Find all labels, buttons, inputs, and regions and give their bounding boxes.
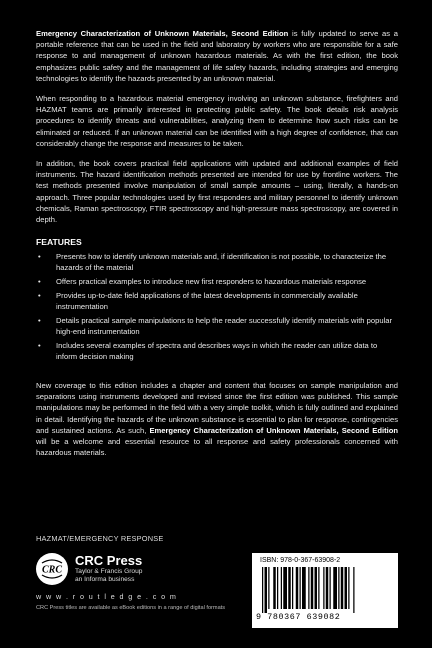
- bullet-icon: •: [38, 315, 41, 325]
- description-paragraph-2: When responding to a hazardous material emergency involving an unknown substance, firefighters and HAZMAT teams are primarily interested in protecting public safety. The book details risk analysis procedures to identify threats and vulnerabilities, analyzing them to determine how such risks can be eliminated or reduced. If an unknown material can be identified with a high degree of confidence, that can considerably change the response and measures to be taken.: [36, 94, 398, 148]
- publisher-url: w w w . r o u t l e d g e . c o m: [36, 592, 178, 601]
- bullet-icon: •: [38, 290, 41, 300]
- barcode-digits: 9 780367 639082: [256, 612, 341, 622]
- bullet-icon: •: [38, 340, 41, 350]
- barcode-icon: [260, 567, 390, 613]
- barcode-bar: [288, 567, 291, 609]
- barcode-bar: [262, 567, 263, 613]
- description-paragraph-1: Emergency Characterization of Unknown Materials, Second Edition is fully updated to serve as a portable reference that can be used in the field and laboratory by workers who are responsible for a safe response to and management of unknown hazardous materials. As with the first edition, the book emphasizes public safety and the management of life safety hazards, including strategies and emerging technologies to identify the hazards presented by an unknown material.: [36, 29, 398, 83]
- description-paragraph-3: In addition, the book covers practical field applications with updated and additional examples of field instruments. The hazard identification methods presented are intended for use by frontline workers. The test methods presented involve manipulation of small sample amounts – using, literally, a hands-on approach. Three popular technologies used by first responders and military personnel to identify unknown chemicals, Raman spectroscopy, FTIR spectroscopy and high-pressure mass spectroscopy, are covered in depth.: [36, 159, 398, 225]
- subject-category: HAZMAT/EMERGENCY RESPONSE: [36, 534, 164, 543]
- barcode-bar: [273, 567, 276, 609]
- feature-item: • Provides up-to-date field applications of the latest developments in commercially available instrumentation: [38, 290, 358, 312]
- barcode-bar: [330, 567, 331, 609]
- barcode-bar: [318, 567, 319, 609]
- book-title-bold: Emergency Characterization of Unknown Materials, Second Edition: [36, 29, 289, 38]
- features-heading: FEATURES: [36, 237, 82, 248]
- publisher-logo: [36, 553, 142, 585]
- barcode-bar: [292, 567, 293, 609]
- barcode-bar: [277, 567, 278, 609]
- isbn-barcode-box: [252, 553, 398, 628]
- bullet-icon: •: [38, 277, 41, 287]
- barcode-bar: [302, 567, 306, 609]
- back-cover-text: [36, 28, 398, 468]
- barcode-bar: [265, 567, 268, 613]
- publisher-group: Taylor & Francis Group: [75, 568, 143, 575]
- crc-logo-icon: [36, 553, 68, 585]
- crc-logo-text: CRC: [41, 564, 63, 576]
- barcode-bar: [353, 567, 354, 613]
- features-list: [36, 251, 398, 362]
- barcode-bar: [281, 567, 282, 609]
- barcode-bar: [296, 567, 299, 609]
- feature-item: • Offers practical examples to introduce new first responders to hazardous materials response: [38, 277, 367, 287]
- barcode-bar: [311, 567, 314, 609]
- barcode-bar: [323, 567, 324, 609]
- isbn-label: ISBN: 978-0-367-63908-2: [260, 557, 341, 564]
- publisher-business: an Informa business: [75, 576, 135, 583]
- barcode-bar: [315, 567, 318, 609]
- barcode-bar: [333, 567, 337, 609]
- barcode-bar: [341, 567, 344, 609]
- bullet-icon: •: [38, 252, 41, 262]
- feature-item: • Includes several examples of spectra and describes ways in which the reader can utilize data to inform decision making: [38, 340, 378, 361]
- barcode-bar: [326, 567, 329, 609]
- barcode-bar: [338, 567, 339, 609]
- barcode-bar: [345, 567, 348, 609]
- barcode-bar: [283, 567, 287, 609]
- book-title-bold: Emergency Characterization of Unknown Materials, Second Edition: [149, 425, 398, 435]
- barcode-bar: [300, 567, 301, 609]
- barcode-bar: [308, 567, 309, 609]
- description-paragraph-4: New coverage to this edition includes a chapter and content that focuses on sample manipulation and separations using instruments developed and revised since the first edition was published. This sample manipulations may be performed in the field with a very simple toolkit, which is fully outlined and explained in detail. Identifying the hazards of the unknown substance is essential to plan for response, contingencies and sustained actions. As such, Emergency Characterization of Unknown Materials, Second Edition will be a welcome and essential resource to all response and safety professionals concerned with hazardous materials.: [36, 381, 398, 458]
- barcode-bar: [348, 567, 349, 609]
- ebook-note: CRC Press titles are available as eBook editions in a range of digital formats: [36, 605, 226, 611]
- feature-item: • Presents how to identify unknown materials and, if identification is not possible, to characterize the hazards of the material: [38, 252, 387, 273]
- barcode-bar: [268, 567, 269, 609]
- publisher-name: CRC Press: [75, 553, 143, 568]
- feature-item: • Details practical sample manipulations to help the reader successfully identify materials with popular high-end instrumentation: [38, 315, 392, 336]
